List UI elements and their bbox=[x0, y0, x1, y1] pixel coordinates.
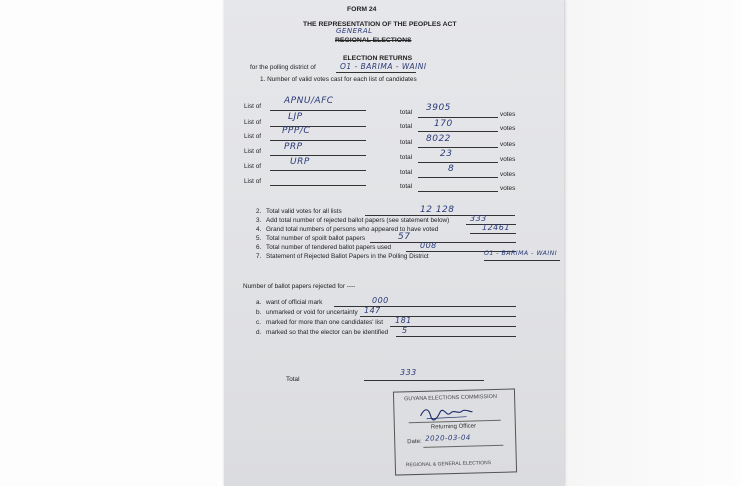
stamp-date-label: Date: bbox=[407, 438, 422, 446]
votes-label: votes bbox=[500, 156, 516, 163]
district-line bbox=[336, 72, 416, 73]
list-total: 23 bbox=[440, 149, 453, 159]
item-value: 12 128 bbox=[420, 205, 455, 215]
list-line bbox=[270, 110, 366, 111]
list-label: List of bbox=[244, 133, 262, 140]
total-label: Total bbox=[286, 376, 300, 383]
item-value: 181 bbox=[395, 316, 412, 325]
district-label: for the polling district of bbox=[250, 64, 316, 71]
list-line bbox=[270, 140, 366, 141]
item-number: 5. bbox=[256, 235, 262, 242]
list-label: List of bbox=[244, 148, 262, 155]
item-label: Total number of tendered ballot papers used bbox=[266, 244, 392, 251]
votes-label: votes bbox=[500, 125, 516, 132]
total-label: total bbox=[400, 139, 413, 146]
item-value: 5 bbox=[402, 326, 408, 335]
item-label: marked so that the elector can be identified bbox=[266, 329, 389, 336]
item-label: unmarked or void for uncertainty bbox=[266, 309, 358, 316]
list-label: List of bbox=[244, 119, 262, 126]
item-line bbox=[470, 233, 516, 234]
item-line bbox=[365, 215, 515, 216]
item-value: 147 bbox=[364, 306, 381, 315]
list-total: 8 bbox=[448, 164, 455, 174]
list-line bbox=[270, 170, 366, 171]
total-line bbox=[418, 177, 498, 178]
total-label: total bbox=[400, 123, 413, 130]
list-name: PPP/C bbox=[282, 126, 311, 136]
list-name: PRP bbox=[284, 142, 303, 152]
item-number: 2. bbox=[256, 208, 262, 215]
list-name: APNU/AFC bbox=[284, 96, 334, 106]
stamp-role: Returning Officer bbox=[430, 423, 477, 431]
total-line bbox=[418, 147, 498, 148]
item-label: Add total number of rejected ballot papers (see statement below) bbox=[266, 217, 450, 224]
item-line bbox=[396, 336, 516, 337]
item-line bbox=[484, 260, 560, 261]
votes-label: votes bbox=[500, 185, 516, 192]
total-label: total bbox=[400, 154, 413, 161]
elections-title: REGIONAL ELECTIONS bbox=[335, 37, 412, 44]
item-line bbox=[334, 306, 516, 307]
item-number: 7. bbox=[256, 253, 262, 260]
total-value: 333 bbox=[400, 368, 417, 377]
list-total: 8022 bbox=[426, 134, 451, 144]
item-label: Statement of Rejected Ballot Papers in the Polling District bbox=[266, 253, 429, 260]
item-label: Total valid votes for all lists bbox=[266, 208, 342, 215]
form-number: FORM 24 bbox=[347, 6, 377, 13]
item-number: 4. bbox=[256, 226, 262, 233]
total-label: total bbox=[400, 109, 413, 116]
item-value: 57 bbox=[398, 232, 411, 242]
returning-officer-stamp bbox=[393, 388, 517, 475]
item-value: 008 bbox=[420, 241, 437, 250]
item-line bbox=[360, 316, 516, 317]
section1-heading: 1. Number of valid votes cast for each list of candidates bbox=[260, 76, 417, 83]
item-label: Grand total numbers of persons who appeared to have voted bbox=[266, 226, 439, 233]
total-label: total bbox=[400, 183, 413, 190]
act-title: THE REPRESENTATION OF THE PEOPLES ACT bbox=[303, 21, 457, 28]
total-line bbox=[418, 191, 498, 192]
handwritten-election-type: GENERAL bbox=[336, 27, 373, 35]
rejected-heading: Number of ballot papers rejected for ---- bbox=[243, 283, 356, 290]
total-label: total bbox=[400, 169, 413, 176]
stamp-date-value: 2020-03-04 bbox=[425, 433, 471, 443]
returns-title: ELECTION RETURNS bbox=[343, 55, 413, 62]
item-label: want of official mark bbox=[266, 299, 323, 306]
item-letter: c. bbox=[256, 319, 261, 326]
item-label: marked for more than one candidates' list bbox=[266, 319, 384, 326]
list-line bbox=[270, 155, 366, 156]
item-letter: a. bbox=[256, 299, 262, 306]
list-label: List of bbox=[244, 163, 262, 170]
list-total: 3905 bbox=[426, 103, 451, 113]
item-value: 000 bbox=[372, 296, 389, 305]
votes-label: votes bbox=[500, 141, 516, 148]
item-number: 6. bbox=[256, 244, 262, 251]
list-label: List of bbox=[244, 178, 262, 185]
date-line bbox=[423, 445, 503, 448]
item-letter: d. bbox=[256, 329, 262, 336]
total-line bbox=[418, 131, 498, 132]
stamp-footer: REGIONAL & GENERAL ELECTIONS bbox=[405, 460, 492, 469]
item-number: 3. bbox=[256, 217, 262, 224]
total-line bbox=[364, 380, 484, 381]
item-value: 12461 bbox=[482, 223, 510, 232]
list-name: LJP bbox=[288, 112, 303, 122]
total-line bbox=[418, 117, 498, 118]
item-label: Total number of spoilt ballot papers bbox=[266, 235, 366, 242]
stamp-commission: GUYANA ELECTIONS COMMISSION bbox=[404, 393, 497, 403]
list-name: URP bbox=[290, 157, 310, 167]
item-line bbox=[370, 242, 516, 243]
item-value: 333 bbox=[470, 214, 487, 223]
list-line bbox=[270, 185, 366, 186]
votes-label: votes bbox=[500, 111, 516, 118]
item-value: O1 - BARIMA - WAINI bbox=[484, 250, 558, 257]
district-value: O1 - BARIMA - WAINI bbox=[340, 62, 427, 71]
list-label: List of bbox=[244, 103, 262, 110]
item-line bbox=[390, 326, 516, 327]
votes-label: votes bbox=[500, 171, 516, 178]
item-letter: b. bbox=[256, 309, 262, 316]
total-line bbox=[418, 162, 498, 163]
list-total: 170 bbox=[434, 119, 453, 129]
